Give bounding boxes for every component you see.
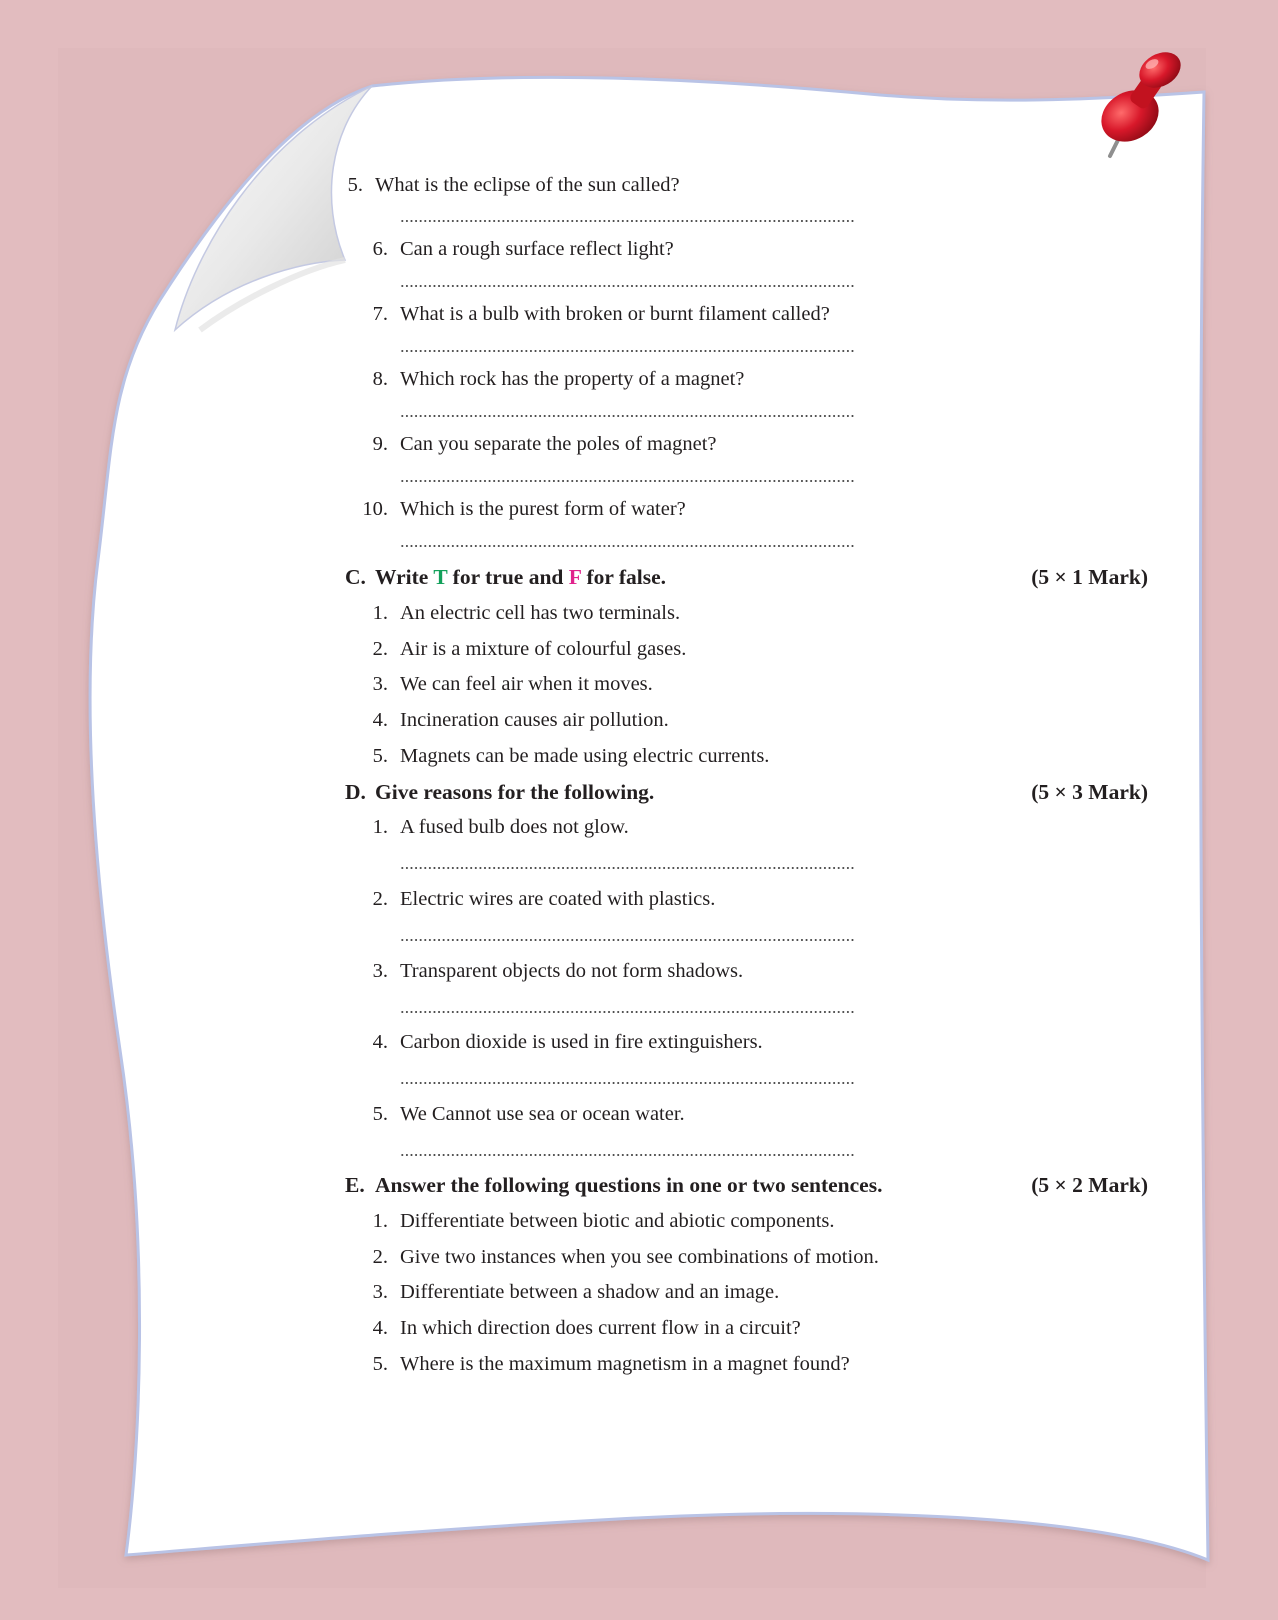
- false-letter: F: [568, 565, 582, 589]
- answer-line: [400, 1081, 855, 1085]
- section-d-marks: (5 × 3 Mark): [1031, 780, 1148, 804]
- answer-line: [400, 938, 855, 942]
- section-e-heading: E. Answer the following questions in one or two sentences.: [345, 1173, 883, 1197]
- answer-line: [400, 479, 855, 483]
- true-letter: T: [433, 565, 448, 589]
- answer-line: [400, 219, 855, 223]
- answer-line: [400, 284, 855, 288]
- section-e-marks: (5 × 2 Mark): [1031, 1173, 1148, 1197]
- answer-line: [400, 414, 855, 418]
- section-c-marks: (5 × 1 Mark): [1031, 565, 1148, 589]
- answer-line: [400, 1010, 855, 1014]
- answer-line: [400, 349, 855, 353]
- section-c-heading: C. Write T for true and F for false.: [345, 565, 667, 589]
- answer-line: [400, 1153, 855, 1157]
- answer-line: [400, 544, 855, 548]
- answer-line: [400, 866, 855, 870]
- section-d-heading: D. Give reasons for the following.: [345, 780, 655, 804]
